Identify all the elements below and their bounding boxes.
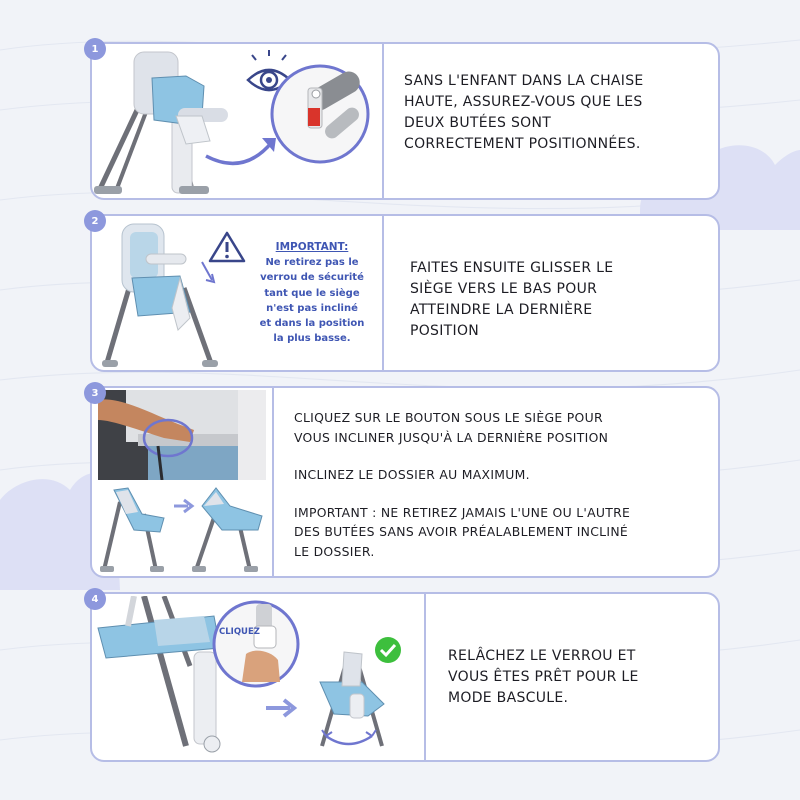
important-line: verrou de sécurité	[260, 272, 364, 284]
chair-recline-before	[100, 488, 164, 572]
step-3-badge: 3	[84, 382, 106, 404]
step-3-line: CLIQUEZ SUR LE BOUTON SOUS LE SIÈGE POUR	[294, 410, 603, 425]
step-3-line: INCLINEZ LE DOSSIER AU MAXIMUM.	[294, 467, 530, 482]
step-4-badge: 4	[84, 588, 106, 610]
arrow-icon	[266, 700, 294, 716]
important-line: et dans la position	[259, 318, 365, 330]
step-3-line: LE DOSSIER.	[294, 543, 375, 559]
step-2-line: SIÈGE VERS LE BAS POUR	[410, 281, 598, 297]
arrow-icon	[174, 500, 192, 512]
check-icon	[375, 637, 401, 663]
high-chair-folded	[94, 52, 228, 194]
important-line: Ne retirez pas le	[265, 257, 359, 268]
step-4-divider	[424, 592, 426, 762]
step-3-recline-illustration	[98, 484, 268, 574]
step-3-paragraph-1	[294, 408, 714, 447]
step-3-photo	[98, 390, 266, 480]
step-3-line: DES BUTÉES SANS AVOIR PRÉALABLEMENT INCLINÉ	[294, 524, 629, 539]
step-1-line: SANS L'ENFANT DANS LA CHAISE	[404, 73, 644, 89]
step-4-line: RELÂCHEZ LE VERROU ET	[448, 648, 636, 664]
step-4-line: VOUS ÊTES PRÊT POUR LE	[448, 669, 639, 685]
step-4-line: MODE BASCULE.	[448, 690, 569, 706]
step-2-important-note	[246, 241, 378, 347]
step-1-divider	[382, 42, 384, 200]
step-1-text	[404, 71, 704, 155]
step-3-line: IMPORTANT : NE RETIREZ JAMAIS L'UNE OU L'AUTRE	[294, 504, 631, 520]
rocking-chair	[320, 652, 384, 746]
lock-zoom	[214, 602, 298, 686]
important-title: IMPORTANT:	[275, 241, 349, 253]
step-2-line: FAITES ENSUITE GLISSER LE	[410, 260, 614, 276]
stopper-zoom	[272, 66, 368, 162]
step-1-illustration	[94, 46, 378, 196]
step-2-divider	[382, 214, 384, 372]
important-line: tant que le siège	[264, 287, 360, 299]
click-label: CLIQUEZ	[219, 627, 260, 637]
step-1-line: CORRECTEMENT POSITIONNÉES.	[404, 136, 641, 152]
warning-icon	[208, 230, 246, 264]
high-chair-lowered	[102, 224, 218, 367]
chair-recline-after	[192, 488, 262, 572]
step-2-badge: 2	[84, 210, 106, 232]
step-3-divider	[272, 386, 274, 578]
step-4-text	[448, 646, 708, 709]
step-3-line: VOUS INCLINER JUSQU'À LA DERNIÈRE POSITION	[294, 429, 609, 445]
step-3-paragraph-2	[294, 465, 714, 485]
chair-underside	[98, 596, 220, 752]
step-1-line: HAUTE, ASSUREZ-VOUS QUE LES	[404, 94, 643, 110]
step-2-line: ATTEINDRE LA DERNIÈRE	[410, 302, 593, 318]
step-1-badge: 1	[84, 38, 106, 60]
hand-button-photo	[98, 390, 266, 480]
step-1-line: DEUX BUTÉES SONT	[404, 115, 552, 131]
important-line: la plus basse.	[273, 333, 351, 345]
step-2-text	[410, 258, 710, 342]
step-2-line: POSITION	[410, 323, 480, 339]
important-line: n'est pas incliné	[266, 302, 358, 314]
step-3-text	[294, 408, 714, 561]
step-4-illustration	[94, 596, 420, 758]
step-3-paragraph-3	[294, 503, 714, 562]
arrow-icon	[206, 138, 276, 163]
